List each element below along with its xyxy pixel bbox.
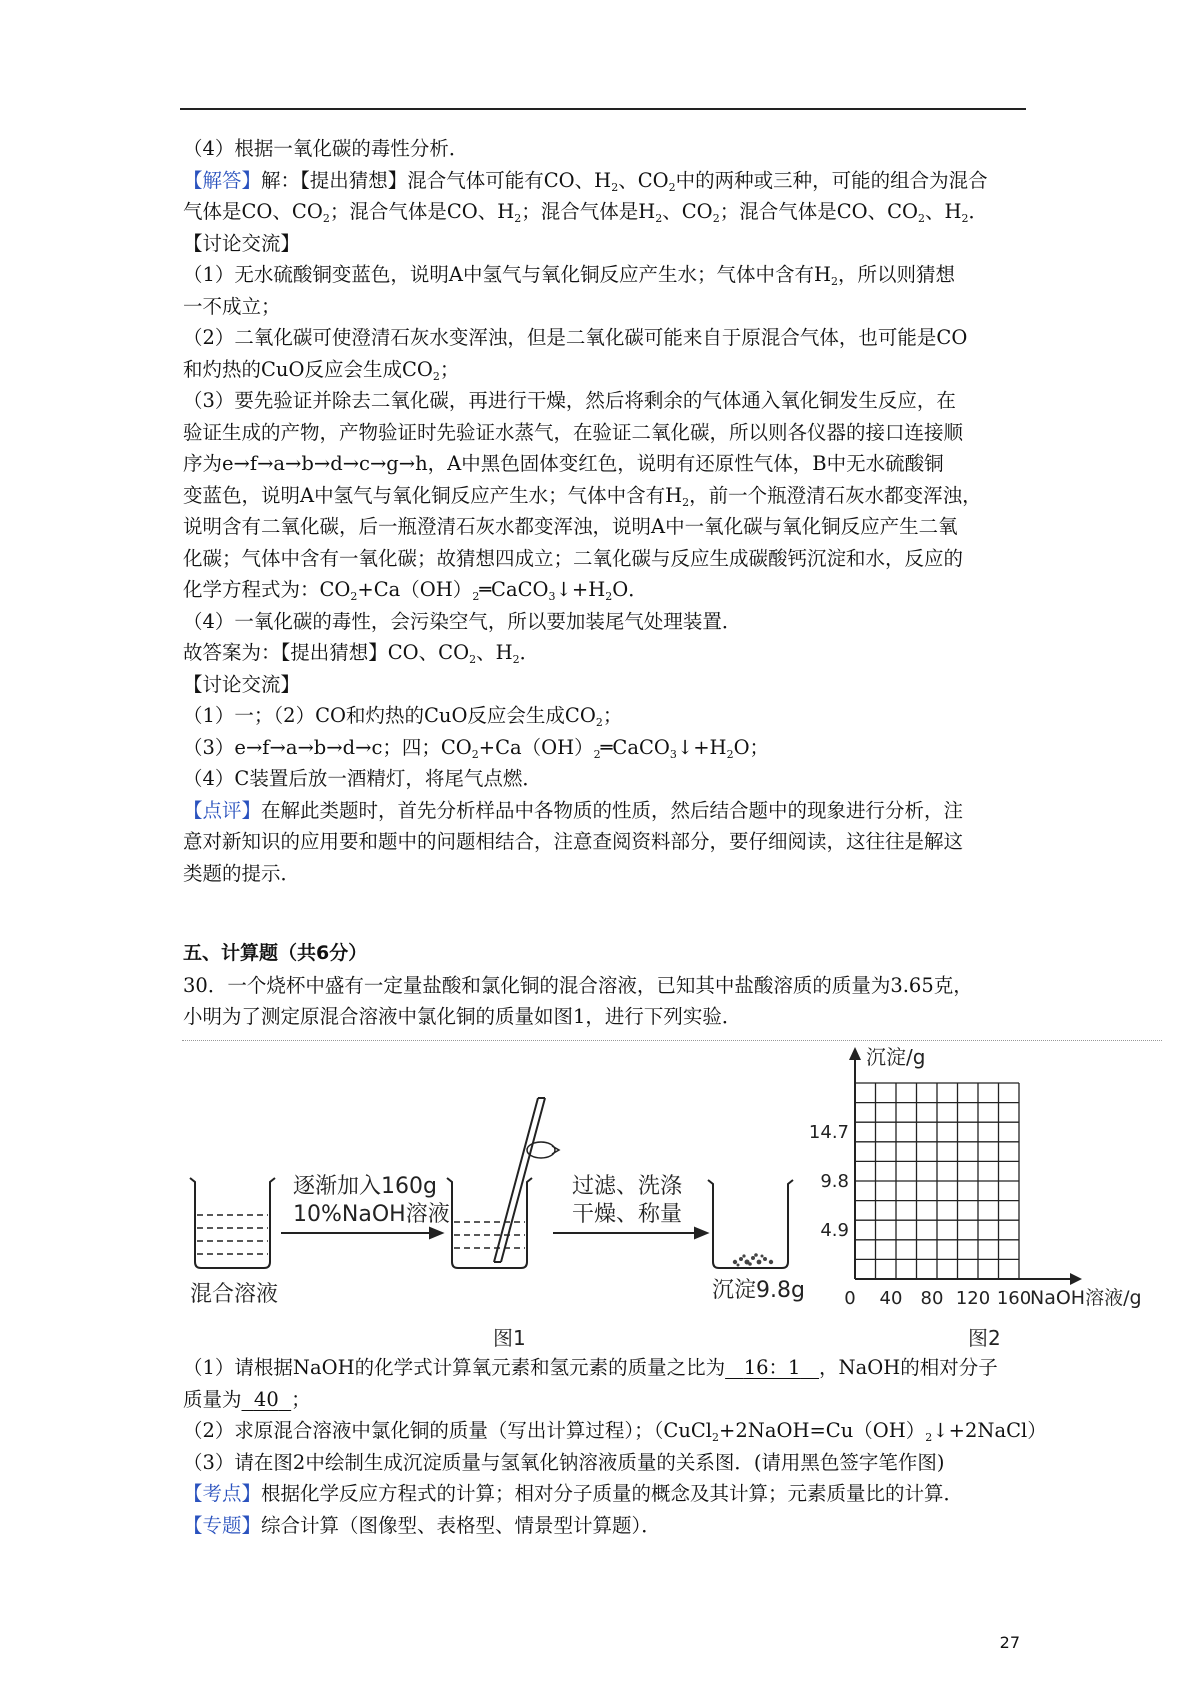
text: ↓+2NaCl） — [932, 1419, 1047, 1442]
question-line — [183, 1510, 1023, 1542]
subscript: 2 — [726, 747, 734, 761]
text: ，NaOH的相对分子 — [819, 1356, 998, 1379]
figure-2-caption: 图2 — [968, 1326, 1001, 1350]
x-tick-label: 0 — [844, 1288, 856, 1309]
y-axis-arrow — [849, 1047, 861, 1060]
subscript: 2 — [918, 212, 926, 225]
text: 气体是CO、CO — [183, 200, 323, 223]
text: （1）请根据NaOH的化学式计算氧元素和氢元素的质量之比为 — [183, 1356, 726, 1379]
text: ． — [968, 200, 989, 223]
text: 中的两种或三种，可能的组合为混合 — [675, 168, 988, 192]
text: （1）无水硫酸铜变蓝色，说明A中氢气与氧化铜反应产生水；气体中含有H — [183, 263, 831, 286]
subscript: 2 — [593, 747, 601, 761]
text: ，所以则猜想 — [838, 263, 956, 286]
text: （3）e→f→a→b→d→c；四；CO — [183, 735, 472, 759]
subscript: 2 — [512, 653, 520, 666]
subscript: 3 — [548, 590, 556, 603]
text: 解：【提出猜想】混合气体可能有CO、H — [261, 168, 612, 192]
subscript: 2 — [514, 212, 522, 225]
subscript: 2 — [322, 212, 330, 225]
text: （4）C装置后放一酒精灯，将尾气点燃． — [183, 767, 542, 790]
question-line: 小明为了测定原混合溶液中氯化铜的质量如图1，进行下列实验． — [183, 1005, 742, 1028]
x-axis-arrow — [1070, 1273, 1082, 1285]
text: 、CO — [618, 168, 669, 192]
text: O． — [612, 578, 648, 601]
subscript: 2 — [611, 180, 619, 194]
text: ↓+H — [555, 578, 606, 601]
grid — [855, 1083, 1019, 1279]
x-tick-label: 120 — [955, 1288, 991, 1309]
figure-1-caption: 图1 — [493, 1326, 526, 1350]
glass-rod — [494, 1098, 545, 1262]
subscript: 3 — [669, 747, 677, 761]
question-line — [183, 1352, 1023, 1384]
subscript: 2 — [712, 1431, 720, 1444]
beaker-1-label: 混合溶液 — [190, 1282, 279, 1307]
question-line — [183, 1478, 1023, 1510]
text: （2）求原混合溶液中氯化铜的质量（写出计算过程）；（CuCl — [183, 1419, 713, 1442]
answer-blank — [242, 1388, 292, 1411]
text: 和灼热的CuO反应会生成CO — [183, 357, 433, 381]
text: ． — [519, 641, 540, 664]
step-2-label: 过滤、洗涤 — [572, 1174, 683, 1199]
subscript: 2 — [605, 590, 613, 603]
answer: 16：1 — [743, 1356, 801, 1379]
liquid-lines — [197, 1215, 268, 1254]
question-line — [183, 1384, 1023, 1416]
subscript: 2 — [668, 180, 676, 194]
answer-blank — [725, 1356, 819, 1379]
text: 故答案为：【提出猜想】CO、CO — [183, 641, 470, 664]
text: 、H — [925, 200, 962, 223]
step-1-label: 逐渐加入160g — [293, 1174, 437, 1199]
liquid-lines — [454, 1222, 525, 1248]
subscript: 2 — [961, 212, 969, 225]
x-axis-label: NaOH溶液/g — [1030, 1287, 1142, 1309]
text: ═CaCO — [479, 578, 549, 601]
subscript: 2 — [925, 1431, 933, 1444]
figure-2 — [809, 1045, 1142, 1350]
x-tick-label: 80 — [920, 1288, 944, 1309]
text: （3）请在图2中绘制生成沉淀质量与氢氧化钠溶液质量的关系图．(请用黑色签字笔作图) — [183, 1450, 945, 1474]
step-1-label: 10%NaOH溶液 — [293, 1202, 450, 1227]
subscript: 2 — [831, 275, 838, 288]
x-tick-label: 160 — [996, 1288, 1032, 1309]
subscript: 2 — [471, 747, 479, 761]
answer-tag: 【解答】 — [183, 168, 262, 192]
subscript: 2 — [712, 212, 720, 225]
text: ═CaCO — [600, 735, 670, 759]
text: 验证生成的产物，产物验证时先验证水蒸气，在验证二氧化碳，所以则各仪器的接口连接顺 — [183, 420, 964, 444]
y-tick-label: 4.9 — [820, 1220, 849, 1241]
arrow-2-head — [695, 1228, 707, 1238]
arrow-1-head — [430, 1228, 442, 1238]
text: ；混合气体是CO、CO — [719, 200, 919, 223]
text: 说明含有二氧化碳，后一瓶澄清石灰水都变浑浊，说明A中一氧化碳与氧化铜反应产生二氧 — [183, 515, 958, 538]
subscript: 2 — [682, 495, 690, 509]
text: 质量为 — [183, 1387, 242, 1411]
text: ↓+H — [676, 735, 727, 759]
text: ； — [291, 1387, 311, 1411]
text: （1）一；（2）CO和灼热的CuO反应会生成CO — [183, 704, 596, 727]
text: （4）一氧化碳的毒性，会污染空气，所以要加装尾气处理装置． — [183, 609, 742, 633]
page-number: 27 — [999, 1633, 1020, 1652]
questions-block — [183, 1352, 1047, 1541]
text: +Ca（OH） — [478, 735, 594, 759]
text: 、H — [476, 641, 513, 664]
text: 【讨论交流】 — [183, 672, 301, 696]
text: 在解此类题时，首先分析样品中各物质的性质，然后结合题中的现象进行分析，注 — [261, 798, 964, 822]
y-tick-label: 9.8 — [820, 1171, 849, 1192]
precipitate — [733, 1253, 773, 1266]
subscript: 2 — [472, 590, 480, 603]
knowledge-tag: 【考点】 — [183, 1482, 262, 1505]
text: +2NaOH=Cu（OH） — [719, 1419, 926, 1442]
text: ；混合气体是H — [521, 200, 656, 223]
x-tick-label: 40 — [879, 1288, 903, 1309]
answer: 40 — [253, 1387, 279, 1411]
text: ； — [602, 704, 623, 727]
subscript: 2 — [655, 212, 663, 225]
question-line — [183, 1415, 1047, 1447]
text: 综合计算（图像型、表格型、情景型计算题）． — [261, 1513, 661, 1537]
comment-tag: 【点评】 — [183, 798, 262, 822]
beaker-3-label: 沉淀9.8g — [712, 1278, 805, 1303]
text: 序为e→f→a→b→d→c→g→h，A中黑色固体变红色，说明有还原性气体，B中无水硫酸铜 — [183, 452, 944, 475]
text: （2）二氧化碳可使澄清石灰水变浑浊，但是二氧化碳可能来自于原混合气体，也可能是CO — [183, 326, 968, 349]
text: +Ca（OH） — [357, 578, 473, 601]
beaker-precipitate — [708, 1180, 793, 1268]
text: ，前一个瓶澄清石灰水都变浑浊， — [689, 483, 982, 507]
text: 根据化学反应方程式的计算；相对分子质量的概念及其计算；元素质量比的计算． — [261, 1482, 964, 1505]
y-tick-label: 14.7 — [808, 1122, 849, 1143]
text: 化碳；气体中含有一氧化碳；故猜想四成立；二氧化碳与反应生成碳酸钙沉淀和水，反应的 — [183, 546, 964, 570]
subscript: 2 — [469, 653, 477, 666]
text: 【讨论交流】 — [183, 231, 301, 255]
text: ； — [439, 357, 460, 381]
figure-1 — [190, 1098, 793, 1268]
subscript: 2 — [350, 590, 358, 603]
text: 化学方程式为：CO — [183, 578, 351, 601]
question-line — [183, 1447, 1023, 1479]
text: 类题的提示． — [183, 861, 301, 885]
subscript: 2 — [432, 369, 440, 383]
text: （3）要先验证并除去二氧化碳，再进行干燥，然后将剩余的气体通入氧化铜发生反应，在 — [183, 389, 956, 412]
step-2-label: 干燥、称量 — [572, 1202, 683, 1227]
text: 、CO — [662, 200, 713, 223]
text: 一不成立； — [183, 294, 281, 318]
y-axis-label: 沉淀/g — [866, 1045, 926, 1069]
text: ；混合气体是CO、H — [329, 200, 515, 223]
text: （4）根据一氧化碳的毒性分析． — [183, 137, 469, 160]
text: 意对新知识的应用要和题中的问题相结合，注意查阅资料部分，要仔细阅读，这往往是解这 — [183, 830, 964, 853]
text: 变蓝色，说明A中氢气与氧化铜反应产生水；气体中含有H — [183, 483, 683, 507]
topic-tag: 【专题】 — [183, 1513, 262, 1537]
question-line: 30．一个烧杯中盛有一定量盐酸和氯化铜的混合溶液，已知其中盐酸溶质的质量为3.65克， — [183, 973, 973, 997]
section-title: 五、计算题（共6分） — [183, 942, 368, 964]
text: O； — [733, 735, 770, 759]
subscript: 2 — [595, 716, 603, 729]
